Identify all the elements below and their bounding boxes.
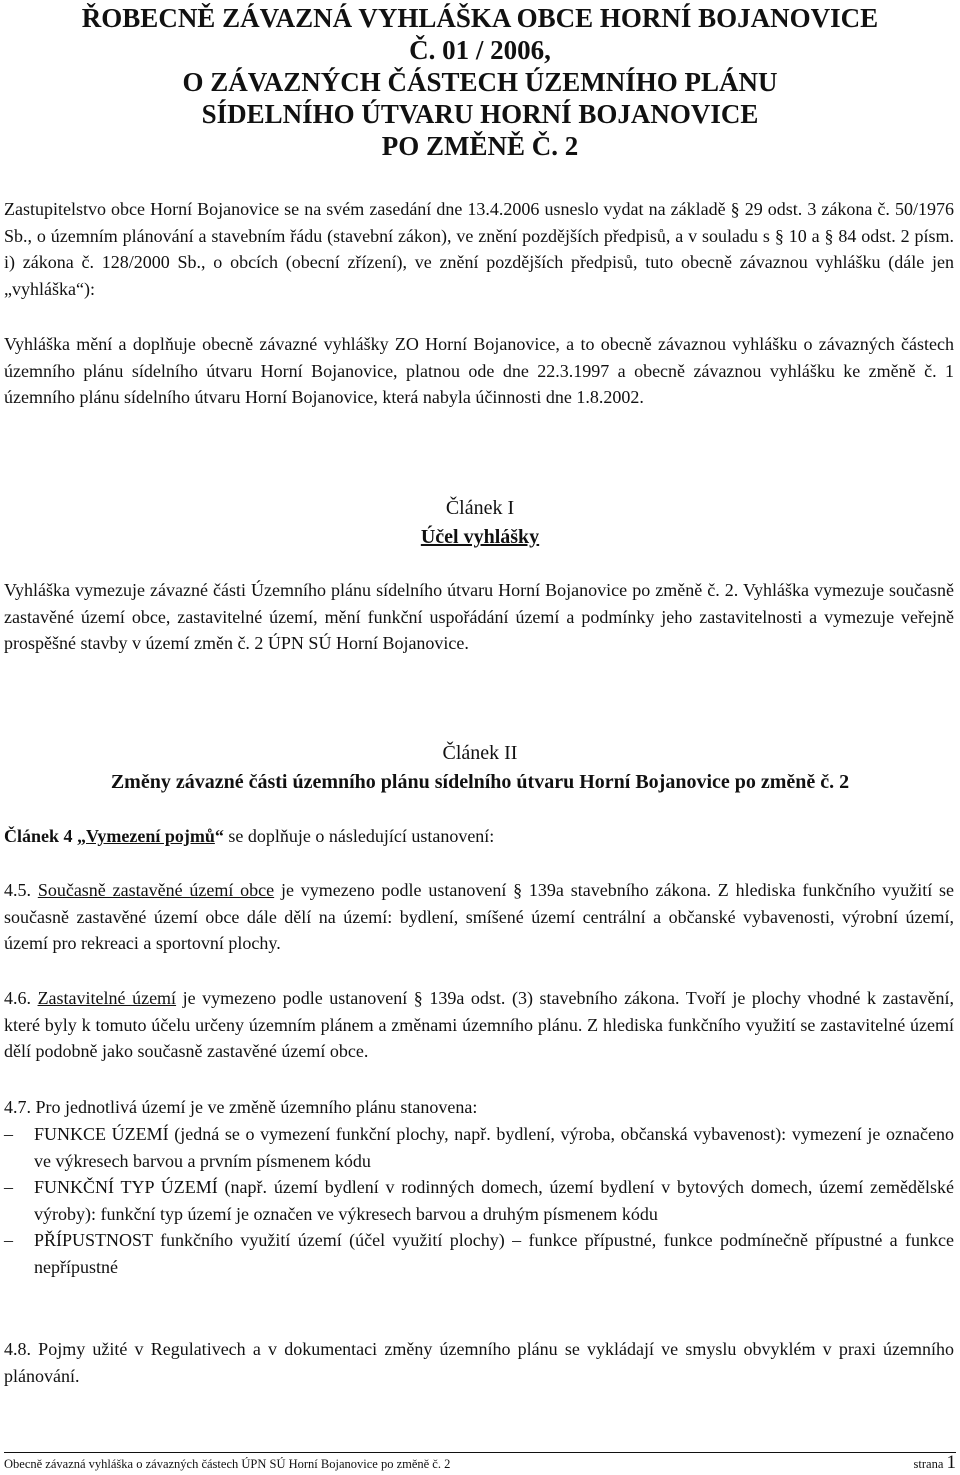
section-4-5: [4, 877, 954, 957]
article-4-term: Vymezení pojmů: [86, 826, 215, 846]
list-item-text: FUNKČNÍ TYP ÚZEMÍ (např. území bydlení v rodinných domech, území bydlení v bytových domech, území zemědělské výroby): funkční typ území je označen ve výkresech barvou a druhým písmenem kódu: [34, 1177, 954, 1224]
section-4-5-number: 4.5.: [4, 880, 38, 900]
list-item: [4, 1174, 954, 1227]
article-2-number: Článek II: [442, 742, 518, 764]
page-footer: [4, 1452, 956, 1473]
title-line: SÍDELNÍHO ÚTVARU HORNÍ BOJANOVICE: [201, 99, 759, 129]
article-4-close-quote: “: [214, 826, 224, 846]
title-line: Č. 01 / 2006,: [409, 35, 551, 65]
dash-bullet-icon: –: [4, 1230, 13, 1250]
section-4-5-text: je vymezeno podle ustanovení § 139a stavebního zákona. Z hlediska funkčního využití se současně zastavěné území obce dále dělí na území: bydlení, smíšené území centrální a občanské vybavenosti, výrobní území, území pro rekreaci a sportovní plochy.: [4, 880, 954, 954]
title-line: PO ZMĚNĚ Č. 2: [381, 131, 579, 161]
document-title: [0, 2, 960, 162]
title-line: ŘOBECNĚ ZÁVAZNÁ VYHLÁŠKA OBCE HORNÍ BOJANOVICE: [81, 3, 879, 33]
section-4-8: 4.8. Pojmy užité v Regulativech a v dokumentaci změny územního plánu se vykládají ve smyslu obvyklém v praxi územního plánování.: [4, 1339, 954, 1386]
footer-document-name: Obecně závazná vyhláška o závazných částech ÚPN SÚ Horní Bojanovice po změně č. 2: [4, 1457, 451, 1471]
article-1-number: Článek I: [445, 497, 515, 519]
page-number-block: [914, 1454, 956, 1473]
section-4-6-number: 4.6.: [4, 988, 38, 1008]
list-item-text: FUNKCE ÚZEMÍ (jedná se o vymezení funkční plochy, např. bydlení, výroba, občanská vybavenost): vymezení je označeno ve výkresech barvou a prvním písmenem kódu: [34, 1124, 954, 1171]
article-2-heading: Změny závazné části územního plánu sídelního útvaru Horní Bojanovice po změně č. 2: [110, 771, 850, 793]
list-item-text: PŘÍPUSTNOST funkčního využití území (účel využití plochy) – funkce přípustné, funkce podmínečně přípustné a funkce nepřípustné: [34, 1230, 954, 1277]
footer-divider: [4, 1452, 956, 1453]
section-4-6-term: Zastavitelné území: [37, 988, 177, 1008]
section-4-6-text: je vymezeno podle ustanovení § 139a odst. (3) stavebního zákona. Tvoří je plochy vhodné k zastavění, které byly k tomuto účelu určeny územním plánem a změnami územního plánu. Z hlediska funkčního využití se zastavitelné území dělí podobně jako současně zastavěné území obce.: [4, 988, 954, 1062]
dash-bullet-icon: –: [4, 1177, 13, 1197]
intro-paragraph: Zastupitelstvo obce Horní Bojanovice se na svém zasedání dne 13.4.2006 usneslo vydat na základě § 29 odst. 3 zákona č. 50/1976 Sb., o územním plánování a stavebním řádu (stavební zákon), ve znění pozdějších předpisů, a v souladu s § 10 a § 84 odst. 2 písm. i) zákona č. 128/2000 Sb., o obcích (obecní zřízení), ve znění pozdějších předpisů, tuto obecně závaznou vyhlášku (dále jen „vyhláška“):: [4, 199, 954, 299]
article-4-rest: se doplňuje o následující ustanovení:: [223, 826, 495, 846]
section-4-7-list: [4, 1121, 954, 1280]
list-item: [4, 1227, 954, 1280]
section-4-7-intro: 4.7. Pro jednotlivá území je ve změně územního plánu stanovena:: [4, 1097, 478, 1117]
article-1-text: Vyhláška vymezuje závazné části Územního plánu sídelního útvaru Horní Bojanovice po změně č. 2. Vyhláška vymezuje současně zastavěné území obce, zastavitelné území, mění funkční uspořádání území a podmínky jeho zastavitelnosti a vymezuje veřejně prospěšné stavby v území změn č. 2 ÚPN SÚ Horní Bojanovice.: [4, 580, 954, 654]
list-item: [4, 1121, 954, 1174]
section-4-6: [4, 985, 954, 1065]
article-4-label: Článek 4 „: [4, 826, 87, 846]
title-line: O ZÁVAZNÝCH ČÁSTECH ÚZEMNÍHO PLÁNU: [182, 67, 778, 97]
article-4-line: [4, 823, 494, 850]
dash-bullet-icon: –: [4, 1124, 13, 1144]
page-label: strana: [913, 1457, 944, 1471]
section-4-5-term: Současně zastavěné území obce: [37, 880, 275, 900]
article-1-heading: Účel vyhlášky: [420, 526, 540, 548]
amendment-paragraph: Vyhláška mění a doplňuje obecně závazné vyhlášky ZO Horní Bojanovice, a to obecně závaznou vyhlášku o závazných částech územního plánu sídelního útvaru Horní Bojanovice, platnou ode dne 22.3.1997 a obecně závaznou vyhlášku ke změně č. 1 územního plánu sídelního útvaru Horní Bojanovice, která nabyla účinnosti dne 1.8.2002.: [4, 334, 954, 408]
page-number: 1: [946, 1452, 956, 1473]
